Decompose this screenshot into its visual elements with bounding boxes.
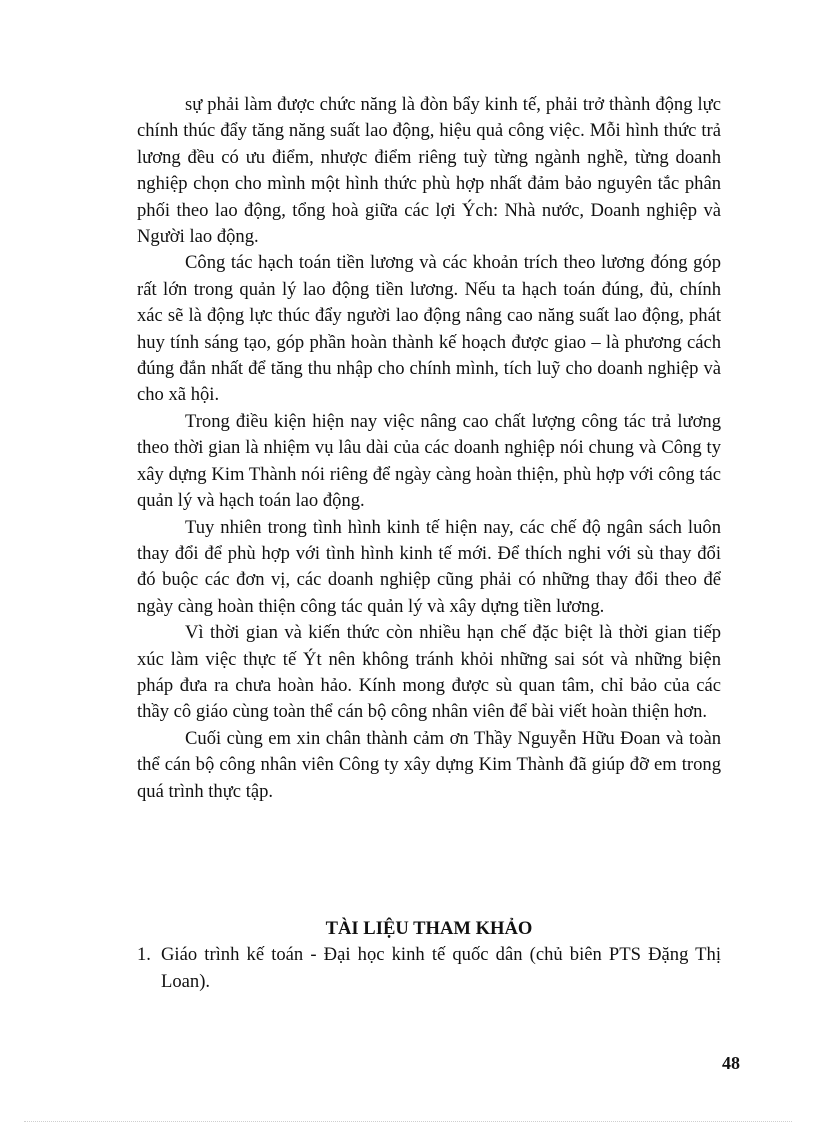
page-number: 48 — [722, 1053, 740, 1073]
reference-text: Giáo trình kế toán - Đại học kinh tế quốc dân (chủ biên PTS Đặng Thị Loan). — [161, 944, 721, 992]
reference-number: 1. — [137, 944, 151, 966]
body-paragraph-6: Cuối cùng em xin chân thành cảm ơn Thầy Nguyễn Hữu Đoan và toàn thể cán bộ công nhân viên Công ty xây dựng Kim Thành đã giúp đỡ em trong quá trình thực tập. — [137, 727, 721, 802]
body-paragraph-4: Tuy nhiên trong tình hình kinh tế hiện nay, các chế độ ngân sách luôn thay đổi để phù hợp với tình hình kinh tế mới. Để thích nghi với sù thay đổi đó buộc các đơn vị, các doanh nghiệp cũng phải có những thay đổi theo để ngày càng hoàn thiện công tác quản lý và xây dựng tiền lương. — [137, 516, 721, 617]
reference-item — [137, 942, 721, 995]
body-paragraph-3: Trong điều kiện hiện nay việc nâng cao chất lượng công tác trả lương theo thời gian là nhiệm vụ lâu dài của các doanh nghiệp nói chung và Công ty xây dựng Kim Thành nói riêng để ngày càng hoàn thiện, phù hợp với công tác quản lý và hạch toán lao động. — [137, 410, 721, 512]
body-paragraph-2: Công tác hạch toán tiền lương và các khoản trích theo lương đóng góp rất lớn trong quản lý lao động tiền lương. Nếu ta hạch toán đúng, đủ, chính xác sẽ là động lực thúc đẩy người lao động nâng cao năng suất lao động, phát huy tính sáng tạo, góp phần hoàn thành kế hoạch được giao – là phương cách đúng đắn nhất để tăng thu nhập cho chính mình, tích luỹ cho doanh nghiệp và cho xã hội. — [137, 252, 721, 406]
body-paragraph-1: sự phải làm được chức năng là đòn bẩy kinh tế, phải trở thành động lực chính thúc đẩy tăng năng suất lao động, hiệu quả công việc. Mỗi hình thức trả lương đều có ưu điểm, nhược điểm riêng tuỳ từng ngành nghề, từng doanh nghiệp chọn cho mình một hình thức phù hợp nhất đảm bảo nguyên tắc phân phối theo lao động, tổng hoà giữa các lợi Ých: Nhà nước, Doanh nghiệp và Người lao động. — [137, 94, 721, 248]
section-spacer — [137, 805, 721, 916]
footer-divider — [24, 1121, 792, 1122]
body-paragraph-5: Vì thời gian và kiến thức còn nhiều hạn chế đặc biệt là thời gian tiếp xúc làm việc thực tế Ýt nên không tránh khỏi những sai sót và những biện pháp đưa ra chưa hoàn hảo. Kính mong được sù quan tâm, chỉ bảo của các thầy cô giáo cùng toàn thể cán bộ công nhân viên để bài viết hoàn thiện hơn. — [137, 622, 721, 723]
references-heading: TÀI LIỆU THAM KHẢO — [325, 917, 533, 939]
page-content — [137, 92, 721, 995]
references-list — [137, 942, 721, 995]
